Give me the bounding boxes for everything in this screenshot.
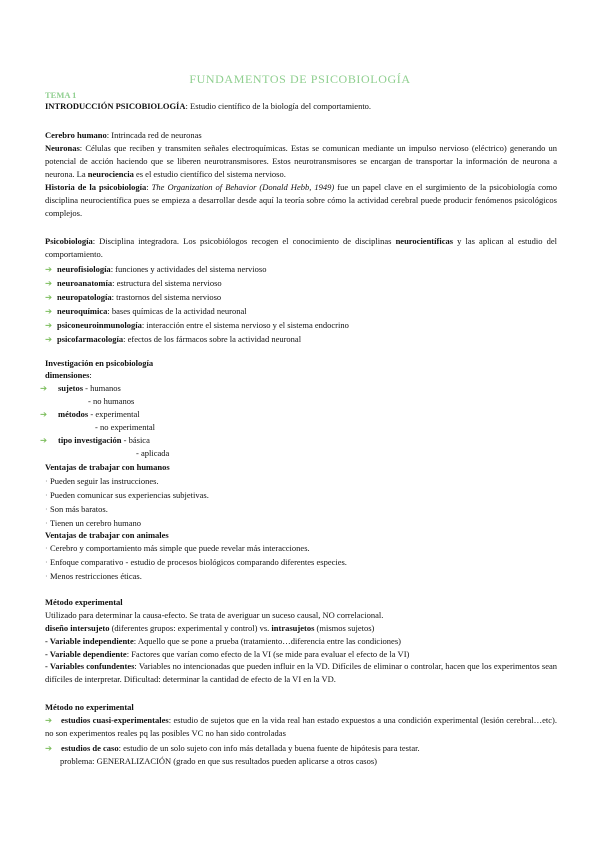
humanos-item (45, 518, 141, 529)
arrow-icon: ➔ (45, 278, 53, 288)
vd-text: : Factores que varían como efecto de la VI (se mide para evaluar el efecto de la VI) (126, 649, 410, 659)
dimensiones-label: dimensiones (45, 370, 90, 380)
psicobiologia-text-end: y las aplican al estudio del comportamiento. (45, 236, 557, 259)
caso-term: estudios de caso (61, 743, 119, 753)
disciplina-term: neuroanatomía (57, 278, 113, 288)
disciplina-term: psiconeuroinmunología (57, 320, 142, 330)
diseno-text: (diferentes grupos: experimental y control) vs. (109, 623, 272, 633)
bullet-icon: · (45, 490, 48, 500)
vc-text: : Variables no intencionadas que pueden influir en la VD. Difíciles de eliminar o controlar, hacen que los experimentos sean difíciles de interpretar. Dificultad: determinar la cantidad de efecto de la VI en la VD. (45, 661, 557, 684)
disciplina-item (45, 292, 221, 303)
intrasujetos-term: intrasujetos (271, 623, 315, 633)
neuronas-paragraph (45, 142, 557, 181)
disciplina-item (45, 320, 349, 331)
disciplina-term: neurofisiología (57, 264, 111, 274)
arrow-icon: ➔ (45, 320, 53, 330)
vd-label: - Variable dependiente (45, 649, 127, 659)
arrow-icon: ➔ (40, 435, 48, 445)
diseno-text-end: (mismos sujetos) (314, 623, 375, 633)
dimensiones-colon: : (89, 370, 92, 380)
disciplina-desc: : trastornos del sistema nervioso (111, 292, 222, 302)
disciplina-desc: : funciones y actividades del sistema nervioso (110, 264, 267, 274)
cerebro-line (45, 130, 202, 141)
neurociencia-term: neurociencia (87, 169, 134, 179)
arrow-icon: ➔ (45, 715, 53, 725)
disciplina-term: neuroquímica (57, 306, 108, 316)
cuasi-paragraph (45, 714, 557, 740)
caso-line (45, 743, 420, 754)
intro-text: : Estudio científico de la biología del comportamiento. (185, 101, 372, 111)
metodos-value: - experimental (88, 409, 140, 419)
investigacion-heading: Investigación en psicobiología (45, 358, 154, 368)
disciplina-item (45, 334, 301, 345)
arrow-icon: ➔ (45, 743, 53, 753)
animales-item-text: Enfoque comparativo - estudio de procesos biológicos comparando diferentes especies. (50, 557, 347, 567)
neuronas-label: Neuronas (45, 143, 80, 153)
humanos-item (45, 476, 159, 487)
humanos-item (45, 490, 209, 501)
bullet-icon: · (45, 571, 48, 581)
disciplina-desc: : bases químicas de la actividad neuronal (107, 306, 247, 316)
intersujeto-term: diseño intersujeto (45, 623, 110, 633)
caso-text: : estudio de un solo sujeto con info más detallada y buena fuente de hipótesis para testar. (118, 743, 420, 753)
document-title: FUNDAMENTOS DE PSICOBIOLOGÍA (189, 72, 411, 86)
sujetos-value: - humanos (83, 383, 121, 393)
sujetos-value-2: - no humanos (88, 396, 135, 406)
disciplina-desc: : interacción entre el sistema nervioso y el sistema endocrino (141, 320, 349, 330)
tipo-term: tipo investigación (58, 435, 122, 445)
vc-paragraph (45, 660, 557, 686)
neuronas-text: : Células que reciben y transmiten señales electroquímicas. Estas se comunican mediante un impulso nervioso (eléctrico) generando un potencial de acción haciendo que se liberen neurotransmisores. Estos neurotransmisores se encargan de transportar la información de neurona a neurona. La (45, 143, 557, 179)
dimensiones-line (45, 370, 92, 381)
tipo-value: - básica (121, 435, 150, 445)
neuronas-text-end: es el estudio científico del sistema nervioso. (133, 169, 286, 179)
disciplina-item (45, 264, 266, 275)
disciplina-item (45, 306, 247, 317)
vi-label: - Variable independiente (45, 636, 134, 646)
animales-item (45, 571, 142, 582)
experimental-intro: Utilizado para determinar la causa-efecto. Se trata de averiguar un suceso causal, NO correlacional. (45, 610, 384, 620)
historia-label: Historia de la psicobiología (45, 182, 147, 192)
arrow-icon: ➔ (40, 409, 48, 419)
experimental-heading: Método experimental (45, 597, 123, 607)
animales-item (45, 557, 347, 568)
bullet-icon: · (45, 543, 48, 553)
humanos-item-text: Pueden comunicar sus experiencias subjetivas. (50, 490, 209, 500)
animales-heading: Ventajas de trabajar con animales (45, 530, 169, 540)
diseno-line (45, 623, 374, 634)
humanos-heading: Ventajas de trabajar con humanos (45, 462, 170, 472)
noexperimental-heading: Método no experimental (45, 702, 134, 712)
historia-text: fue un papel clave en el surgimiento de la psicobiología como disciplina neurocientífica pues se empieza a desarrollar desde aquí la teoría sobre cómo la actividad cerebral puede producir fenómenos psicológicos complejos. (45, 182, 557, 218)
hebb-reference: The Organization of Behavior (Donald Hebb, 1949) (151, 182, 335, 192)
bullet-icon: · (45, 518, 48, 528)
arrow-icon: ➔ (45, 334, 53, 344)
humanos-item (45, 504, 108, 515)
animales-item-text: Menos restricciones éticas. (50, 571, 142, 581)
disciplina-term: neuropatología (57, 292, 112, 302)
historia-paragraph (45, 181, 557, 220)
intro-line (45, 101, 371, 112)
neurocientificas-term: neurocientíficas (395, 236, 454, 246)
disciplina-item (45, 278, 222, 289)
disciplina-term: psicofarmacología (57, 334, 124, 344)
problema-line: problema: GENERALIZACIÓN (grado en que sus resultados pueden aplicarse a otros casos) (60, 756, 378, 766)
animales-item-text: Cerebro y comportamiento más simple que puede revelar más interacciones. (50, 543, 310, 553)
vc-label: - Variables confundentes (45, 661, 135, 671)
vi-line (45, 636, 401, 647)
arrow-icon: ➔ (45, 292, 53, 302)
psicobiologia-paragraph (45, 235, 557, 261)
psicobiologia-label: Psicobiología (45, 236, 93, 246)
animales-item (45, 543, 310, 554)
tipo-value-2: - aplicada (136, 448, 170, 458)
humanos-item-text: Tienen un cerebro humano (50, 518, 142, 528)
humanos-item-text: Son más baratos. (50, 504, 108, 514)
historia-colon: : (146, 182, 152, 192)
cerebro-text: : Intrincada red de neuronas (106, 130, 202, 140)
intro-heading: INTRODUCCIÓN PSICOBIOLOGÍA (45, 101, 186, 111)
psicobiologia-text: : Disciplina integradora. Los psicobiólogos recogen el conocimiento de disciplinas (92, 236, 396, 246)
metodos-value-2: - no experimental (95, 422, 155, 432)
sujetos-line (40, 383, 121, 394)
humanos-item-text: Pueden seguir las instrucciones. (50, 476, 159, 486)
sujetos-term: sujetos (58, 383, 84, 393)
disciplina-desc: : estructura del sistema nervioso (112, 278, 222, 288)
arrow-icon: ➔ (45, 306, 53, 316)
tema-label: TEMA 1 (45, 90, 77, 100)
metodos-term: métodos (58, 409, 89, 419)
cuasi-text: : estudio de sujetos que en la vida real han estado expuestos a una condición experimental (lesión cerebral…etc). no son experimentos reales pq las posibles VC no han sido controladas (45, 715, 557, 738)
cuasi-term: estudios cuasi-experimentales (61, 715, 169, 725)
bullet-icon: · (45, 476, 48, 486)
vd-line (45, 649, 409, 660)
metodos-line (40, 409, 140, 420)
bullet-icon: · (45, 557, 48, 567)
vi-text: : Aquello que se pone a prueba (tratamiento…diferencia entre las condiciones) (133, 636, 401, 646)
arrow-icon: ➔ (40, 383, 48, 393)
cerebro-label: Cerebro humano (45, 130, 107, 140)
bullet-icon: · (45, 504, 48, 514)
disciplina-desc: : efectos de los fármacos sobre la actividad neuronal (123, 334, 302, 344)
tipo-line (40, 435, 150, 446)
arrow-icon: ➔ (45, 264, 53, 274)
